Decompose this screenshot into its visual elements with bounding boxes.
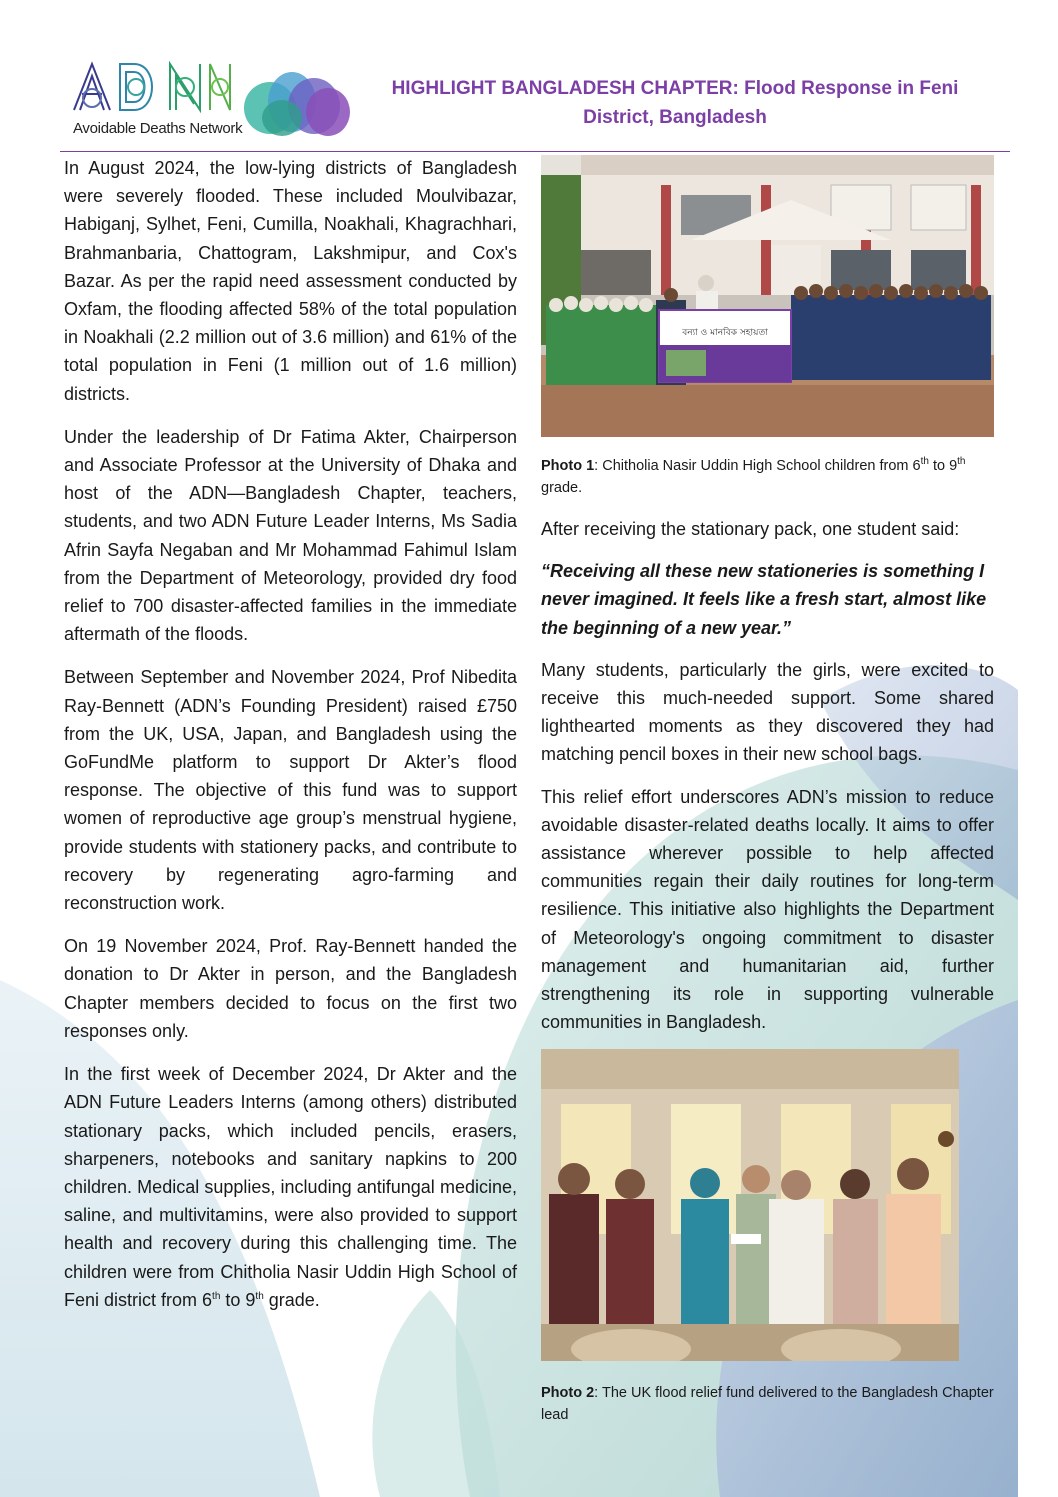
photo-1-caption (541, 455, 1001, 499)
superscript-th: th (920, 456, 929, 468)
paragraph-mission: This relief effort underscores ADN’s mission to reduce avoidable disaster-related deaths locally. It aims to offer assistance wherever possible to help affected communities regain their daily routines for long-term resilience. This initiative also highlights the Department of Meteorology's ongoing commitment to disaster management and humanitarian aid, further strengthening its role in supporting vulnerable communities in Bangladesh. (541, 786, 994, 1033)
superscript-th: th (255, 1290, 264, 1302)
photo-1-school-children (541, 155, 994, 437)
distribution-text: In the first week of December 2024, Dr Akter and the ADN Future Leaders Interns (among others) distributed stationary packs, which included pencils, erasers, sharpeners, notebooks and sanitary napkins to 200 children. Medical supplies, including antifungal medicine, saline, and multivitamins, were also provided to support health and recovery during this challenging time. The children were from Chitholia Nasir Uddin High School of Feni district from 6 (64, 1064, 517, 1310)
photo-1-banner-text: বন্যা ও মানবিক সহায়তা (682, 328, 768, 338)
caption-text: : Chitholia Nasir Uddin High School children from 6 (594, 458, 921, 474)
paragraph-distribution (64, 1060, 517, 1314)
caption-label: Photo 2 (541, 1385, 595, 1401)
left-column (64, 154, 517, 1329)
quote-intro: After receiving the stationary pack, one student said: (541, 519, 960, 539)
title-line-2: District, Bangladesh (583, 107, 767, 128)
paragraph-floods: In August 2024, the low-lying districts of Bangladesh were severely flooded. These included Moulvibazar, Habiganj, Sylhet, Feni, Cumilla, Noakhali, Khagrachhari, Brahmanbaria, Chattogram, Lakshmipur, and Cox's Bazar. As per the rapid need assessment conducted by Oxfam, the flooding affected 58% of the total population in Noakhali (2.2 million out of 3.6 million) and 61% of the total population in Feni (1 million out of 1.6 million) districts. (64, 158, 517, 404)
paragraph-fundraising: Between September and November 2024, Prof Nibedita Ray-Bennett (ADN’s Founding President) raised £750 from the UK, USA, Japan, and Bangladesh using the GoFundMe platform to support Dr Akter’s flood response. The objective of this fund was to support women of reproductive age group’s menstrual hygiene, provide students with stationery packs, and contribute to recovery by regenerating agro-farming and reconstruction work. (64, 667, 517, 914)
paragraph-excitement: Many students, particularly the girls, were excited to receive this much-needed support. Some shared lighthearted moments as they discovered they had matching pencil boxes in their new school bags. (541, 659, 994, 765)
paragraph-leadership: Under the leadership of Dr Fatima Akter, Chairperson and Associate Professor at the University of Dhaka and host of the ADN—Bangladesh Chapter, teachers, students, and two ADN Future Leader Interns, Ms Sadia Afrin Sayfa Negaban and Mr Mohammad Fahimul Islam from the Department of Meteorology, provided dry food relief to 700 disaster-affected families in the immediate aftermath of the floods. (64, 426, 517, 645)
caption-label: Photo 1 (541, 458, 595, 474)
caption-text: : The UK flood relief fund delivered to the Bangladesh Chapter lead (541, 1385, 994, 1423)
paragraph-donation: On 19 November 2024, Prof. Ray-Bennett handed the donation to Dr Akter in person, and the Bangladesh Chapter members decided to focus on the first two responses only. (64, 936, 517, 1041)
right-column (541, 515, 994, 1036)
superscript-th: th (212, 1290, 221, 1302)
caption-text-end: grade. (541, 480, 583, 496)
student-quote: “Receiving all these new stationeries is something I never imagined. It feels like a fresh start, almost like the beginning of a new year.” (541, 561, 987, 638)
distribution-text-mid: to 9 (220, 1289, 256, 1310)
header-divider (60, 151, 1010, 152)
photo-2-fund-handover (541, 1049, 959, 1361)
superscript-th: th (957, 456, 966, 468)
caption-text-mid: to 9 (928, 458, 958, 474)
title-line-1: HIGHLIGHT BANGLADESH CHAPTER: Flood Response in Feni (391, 78, 959, 99)
logo-text: Avoidable Deaths Network (73, 120, 243, 137)
photo-2-caption (541, 1382, 1001, 1426)
page-title (380, 74, 970, 132)
distribution-text-end: grade. (263, 1289, 320, 1310)
